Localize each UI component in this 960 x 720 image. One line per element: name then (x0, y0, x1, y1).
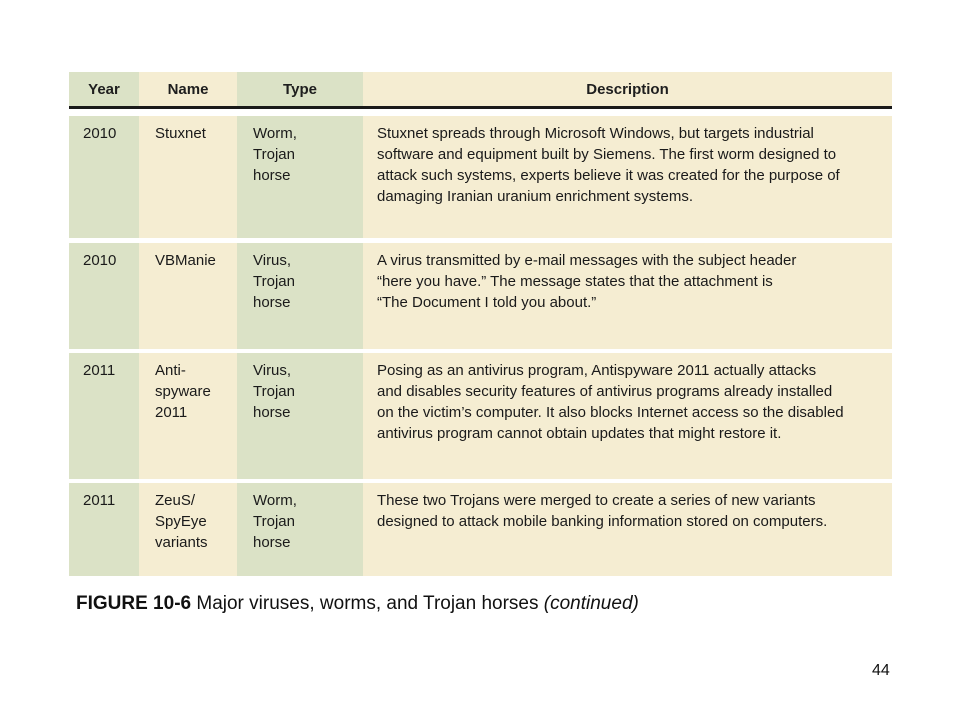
type-line: Worm, (253, 125, 297, 142)
description-line: on the victim’s computer. It also blocks Internet access so the disabled (377, 404, 844, 421)
name-line: 2011 (155, 404, 188, 421)
type-line: Trojan (253, 273, 295, 290)
row-2-year-cell: 2010 (69, 243, 139, 349)
row-3-name-cell (139, 353, 237, 479)
type-line: Trojan (253, 513, 295, 530)
description-line: A virus transmitted by e-mail messages with the subject header (377, 252, 797, 269)
type-line: horse (253, 167, 291, 184)
row-3-year-cell: 2011 (69, 353, 139, 479)
description-line: software and equipment built by Siemens. The first worm designed to (377, 146, 837, 163)
caption-label: FIGURE 10-6 (76, 593, 192, 614)
description-line: “here you have.” The message states that the attachment is (377, 273, 773, 290)
type-line: Virus, (253, 252, 292, 269)
header-rule (69, 106, 892, 109)
description-line: These two Trojans were merged to create a series of new variants (377, 492, 816, 509)
header-description: Description (363, 72, 892, 106)
row-4-year-cell: 2011 (69, 483, 139, 576)
description-line: damaging Iranian uranium enrichment systems. (377, 188, 693, 205)
name-line: Anti- (155, 362, 186, 379)
row-3-description-cell (363, 353, 892, 479)
name-line: spyware (155, 383, 211, 400)
page-number: 44 (872, 662, 890, 679)
description-line: antivirus program cannot obtain updates that might restore it. (377, 425, 782, 442)
header-name: Name (139, 72, 237, 106)
type-line: horse (253, 404, 291, 421)
name-line: SpyEye (155, 513, 207, 530)
row-1-description-cell (363, 116, 892, 238)
name-line: variants (155, 534, 208, 551)
figure-caption (76, 593, 639, 615)
type-line: horse (253, 294, 291, 311)
name-line: Stuxnet (155, 125, 206, 142)
virus-table (69, 72, 892, 576)
type-line: Worm, (253, 492, 297, 509)
caption-text: Major viruses, worms, and Trojan horses (191, 593, 544, 614)
description-line: “The Document I told you about.” (377, 294, 597, 311)
type-line: horse (253, 534, 291, 551)
row-3-type-cell (237, 353, 363, 479)
name-line: VBManie (155, 252, 216, 269)
row-2-name-cell (139, 243, 237, 349)
header-year: Year (69, 72, 139, 106)
description-line: Stuxnet spreads through Microsoft Windows, but targets industrial (377, 125, 814, 142)
description-line: designed to attack mobile banking information stored on computers. (377, 513, 828, 530)
description-line: attack such systems, experts believe it was created for the purpose of (377, 167, 840, 184)
row-4-type-cell (237, 483, 363, 576)
row-4-description-cell (363, 483, 892, 576)
row-1-type-cell (237, 116, 363, 238)
type-line: Trojan (253, 146, 295, 163)
row-1-name-cell (139, 116, 237, 238)
row-1-year-cell: 2010 (69, 116, 139, 238)
row-2-description-cell (363, 243, 892, 349)
type-line: Virus, (253, 362, 292, 379)
row-2-type-cell (237, 243, 363, 349)
row-4-name-cell (139, 483, 237, 576)
header-type: Type (237, 72, 363, 106)
caption-note: (continued) (543, 593, 639, 614)
description-line: Posing as an antivirus program, Antispyware 2011 actually attacks (377, 362, 817, 379)
description-line: and disables security features of antivirus programs already installed (377, 383, 833, 400)
type-line: Trojan (253, 383, 295, 400)
name-line: ZeuS/ (155, 492, 196, 509)
